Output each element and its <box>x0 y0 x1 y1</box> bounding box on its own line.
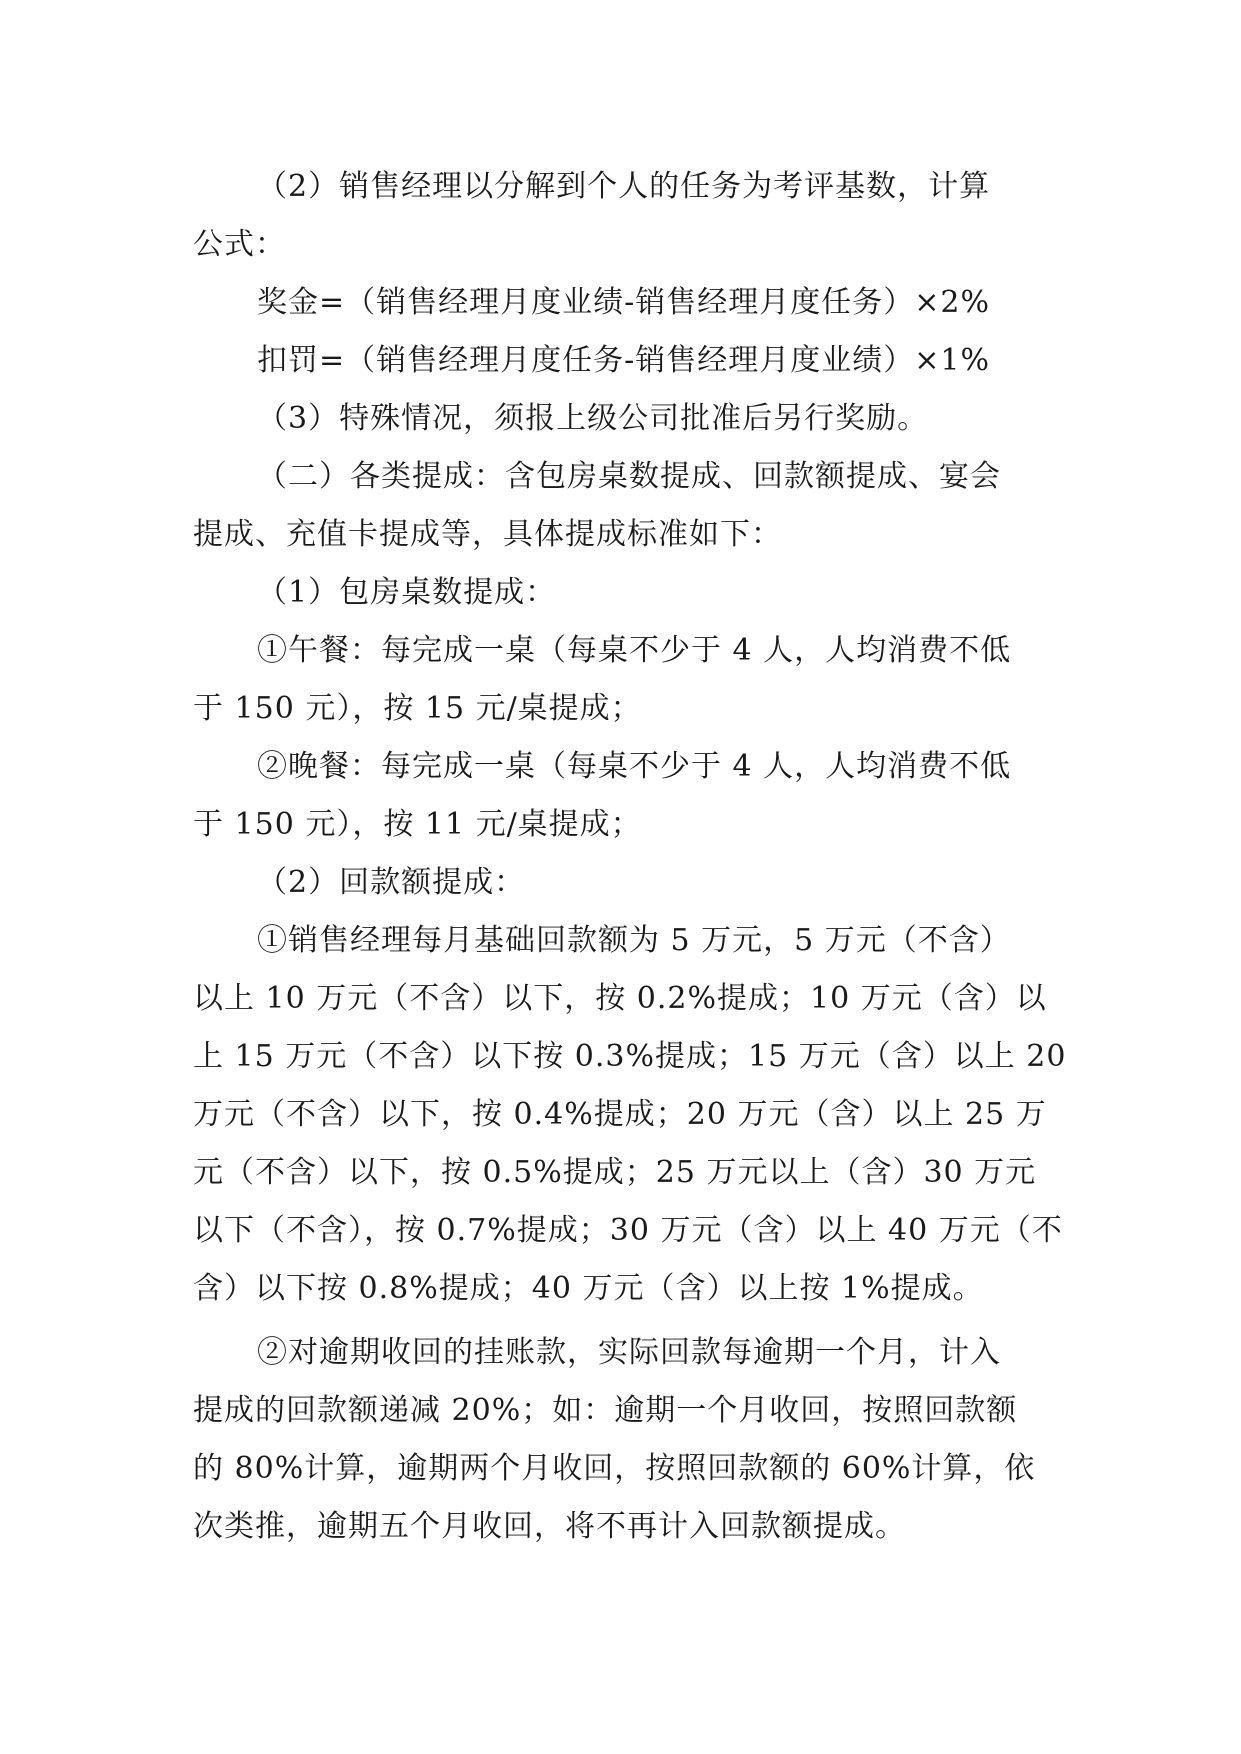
text-line: ①销售经理每月基础回款额为 5 万元，5 万元（不含） <box>257 923 1011 958</box>
text-line: 提成、充值卡提成等，具体提成标准如下： <box>193 517 782 552</box>
text-line: （2）回款额提成： <box>257 865 526 900</box>
paragraph-room-table-heading <box>193 564 1051 622</box>
document-page <box>193 158 1067 1556</box>
paragraph-collection-heading <box>193 854 1051 912</box>
text-line: 扣罚=（销售经理月度任务-销售经理月度业绩）×1% <box>257 343 991 378</box>
paragraph-commission-types <box>193 448 1051 564</box>
text-line: ②晚餐：每完成一桌（每桌不少于 4 人，人均消费不低 <box>257 749 1012 784</box>
paragraph-lunch-commission <box>193 622 1051 738</box>
text-line: 的 80%计算，逾期两个月收回，按照回款额的 60%计算，依 <box>193 1451 1036 1486</box>
text-line: 上 15 万元（不含）以下按 0.3%提成；15 万元（含）以上 20 <box>193 1039 1067 1074</box>
text-line: （二）各类提成：含包房桌数提成、回款额提成、宴会 <box>257 459 1001 494</box>
text-line: ②对逾期收回的挂账款，实际回款每逾期一个月，计入 <box>257 1335 1001 1370</box>
paragraph-special-cases <box>193 390 1051 448</box>
paragraph-overdue-collection <box>193 1324 1051 1556</box>
text-line: 万元（不含）以下，按 0.4%提成；20 万元（含）以上 25 万 <box>193 1097 1047 1132</box>
text-line: 于 150 元），按 11 元/桌提成； <box>193 807 642 842</box>
paragraph-manager-formula-intro <box>193 158 1051 274</box>
text-line: 提成的回款额递减 20%；如：逾期一个月收回，按照回款额 <box>193 1393 1018 1428</box>
text-line: 次类推，逾期五个月收回，将不再计入回款额提成。 <box>193 1509 906 1544</box>
text-line: 含）以下按 0.8%提成；40 万元（含）以上按 1%提成。 <box>193 1271 984 1306</box>
text-line: 以下（不含），按 0.7%提成；30 万元（含）以上 40 万元（不 <box>193 1213 1063 1248</box>
paragraph-dinner-commission <box>193 738 1051 854</box>
text-line: 奖金=（销售经理月度业绩-销售经理月度任务）×2% <box>257 285 991 320</box>
text-line: （2）销售经理以分解到个人的任务为考评基数，计算 <box>257 169 991 204</box>
paragraph-collection-tiers <box>193 912 1067 1318</box>
text-line: ①午餐：每完成一桌（每桌不少于 4 人，人均消费不低 <box>257 633 1012 668</box>
text-line: 元（不含）以下，按 0.5%提成；25 万元以上（含）30 万元 <box>193 1155 1037 1190</box>
paragraph-penalty-formula <box>193 332 1051 390</box>
text-line: 公式： <box>193 227 286 262</box>
text-line: （1）包房桌数提成： <box>257 575 557 610</box>
text-line: 于 150 元），按 15 元/桌提成； <box>193 691 642 726</box>
paragraph-bonus-formula <box>193 274 1051 332</box>
text-line: （3）特殊情况，须报上级公司批准后另行奖励。 <box>257 401 929 436</box>
text-line: 以上 10 万元（不含）以下，按 0.2%提成；10 万元（含）以 <box>193 981 1047 1016</box>
